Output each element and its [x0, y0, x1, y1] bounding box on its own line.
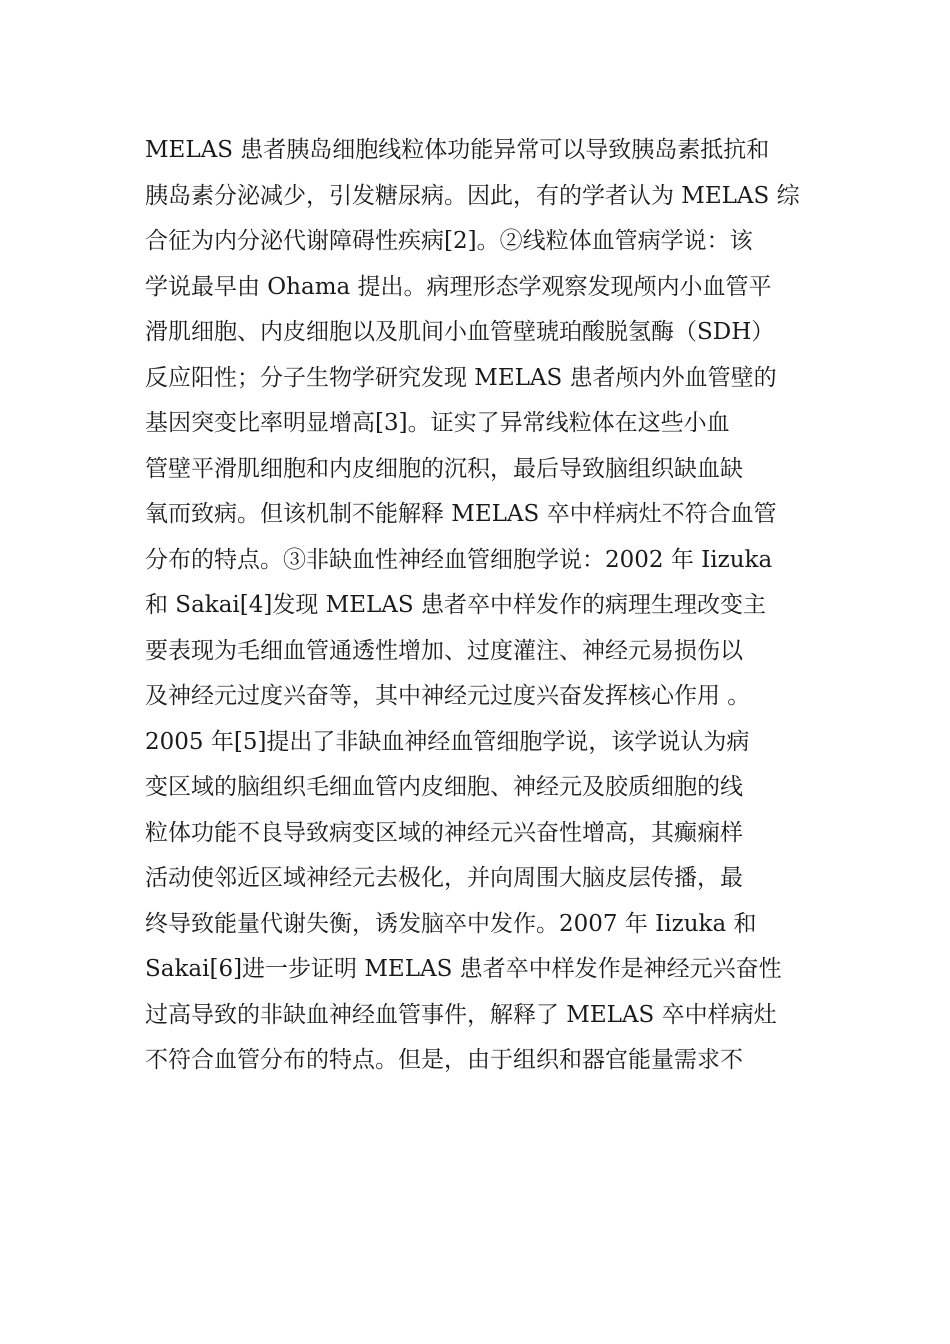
text-line: 和 Sakai[4]发现 MELAS 患者卒中样发作的病理生理改变主 — [145, 592, 766, 618]
text-line: 管壁平滑肌细胞和内皮细胞的沉积，最后导致脑组织缺血缺 — [145, 455, 743, 482]
text-line: 过高导致的非缺血神经血管事件，解释了 MELAS 卒中样病灶 — [145, 1001, 777, 1028]
text-line: 终导致能量代谢失衡，诱发脑卒中发作。2007 年 Iizuka 和 — [145, 910, 757, 937]
text-line: 粒体功能不良导致病变区域的神经元兴奋性增高，其癫痫样 — [145, 819, 743, 846]
text-line: 胰岛素分泌减少，引发糖尿病。因此，有的学者认为 MELAS 综 — [145, 182, 800, 209]
text-line: 基因突变比率明显增高[3]。证实了异常线粒体在这些小血 — [145, 410, 730, 436]
text-line: 活动使邻近区域神经元去极化，并向周围大脑皮层传播，最 — [145, 865, 743, 891]
text-line: 不符合血管分布的特点。但是，由于组织和器官能量需求不 — [145, 1047, 743, 1073]
text-line: Sakai[6]进一步证明 MELAS 患者卒中样发作是神经元兴奋性 — [145, 956, 782, 982]
text-line: 要表现为毛细血管通透性增加、过度灌注、神经元易损伤以 — [145, 637, 743, 664]
text-line: 及神经元过度兴奋等，其中神经元过度兴奋发挥核心作用 。 — [145, 683, 751, 709]
text-line: MELAS 患者胰岛细胞线粒体功能异常可以导致胰岛素抵抗和 — [145, 137, 770, 163]
text-line: 学说最早由 Ohama 提出。病理形态学观察发现颅内小血管平 — [145, 273, 772, 300]
text-line: 氧而致病。但该机制不能解释 MELAS 卒中样病灶不符合血管 — [145, 501, 777, 527]
text-line: 分布的特点。③非缺血性神经血管细胞学说：2002 年 Iizuka — [145, 546, 773, 573]
text-line: 2005 年[5]提出了非缺血神经血管细胞学说，该学说认为病 — [145, 728, 750, 755]
body-paragraph — [145, 128, 815, 1084]
text-line: 合征为内分泌代谢障碍性疾病[2]。②线粒体血管病学说：该 — [145, 228, 753, 254]
text-line: 滑肌细胞、内皮细胞以及肌间小血管壁琥珀酸脱氢酶（SDH） — [145, 319, 775, 345]
text-line: 变区域的脑组织毛细血管内皮细胞、神经元及胶质细胞的线 — [145, 774, 743, 800]
text-line: 反应阳性；分子生物学研究发现 MELAS 患者颅内外血管壁的 — [145, 364, 777, 391]
